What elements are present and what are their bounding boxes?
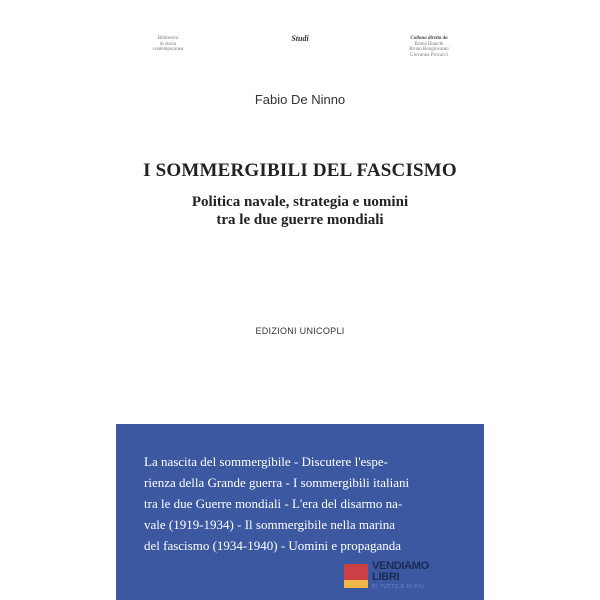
blurb-line: vale (1919-1934) - Il sommergibile nella marina [144, 517, 396, 532]
author-name: Fabio De Ninno [254, 92, 346, 107]
blurb-line: del fascismo (1934-1940) - Uomini e propaganda [144, 538, 402, 553]
book-cover [116, 0, 484, 600]
blurb-text [144, 451, 462, 556]
watermark-tagline: DI TUTTO E DI PIÙ [372, 584, 425, 590]
editor-name: Bruno Bongiovanni [409, 47, 449, 53]
series-line: Biblioteca [157, 36, 179, 41]
series-line: contemporanea [152, 47, 184, 53]
subtitle-line: Politica navale, strategia e uomini [191, 194, 409, 210]
book-subtitle [116, 193, 484, 229]
blurb-line: rienza della Grande guerra - I sommergibili italiani [144, 475, 410, 490]
watermark-text: LIBRI [372, 571, 400, 583]
watermark-text: VENDIAMO [372, 560, 429, 572]
watermark-logo [344, 560, 454, 596]
editors-label: Collana diretta da [410, 36, 448, 41]
series-label: Studi [291, 34, 309, 43]
blurb-line: tra le due Guerre mondiali - L'era del disarmo na- [144, 496, 403, 511]
editor-name: Bruna Bianchi [414, 41, 444, 47]
blurb-line: La nascita del sommergibile - Discutere l'espe- [144, 454, 388, 469]
publisher-name: EDIZIONI UNICOPLI [255, 326, 345, 336]
blurb-box [116, 424, 484, 600]
book-title: I SOMMERGIBILI DEL FASCISMO [143, 160, 457, 181]
editor-name: Giovanna Procacci [410, 52, 448, 58]
house-base-icon [344, 580, 368, 588]
series-name [140, 36, 196, 53]
series-line: di storia [159, 41, 177, 47]
series-editors [394, 36, 464, 58]
subtitle-line: tra le due guerre mondiali [216, 212, 384, 228]
